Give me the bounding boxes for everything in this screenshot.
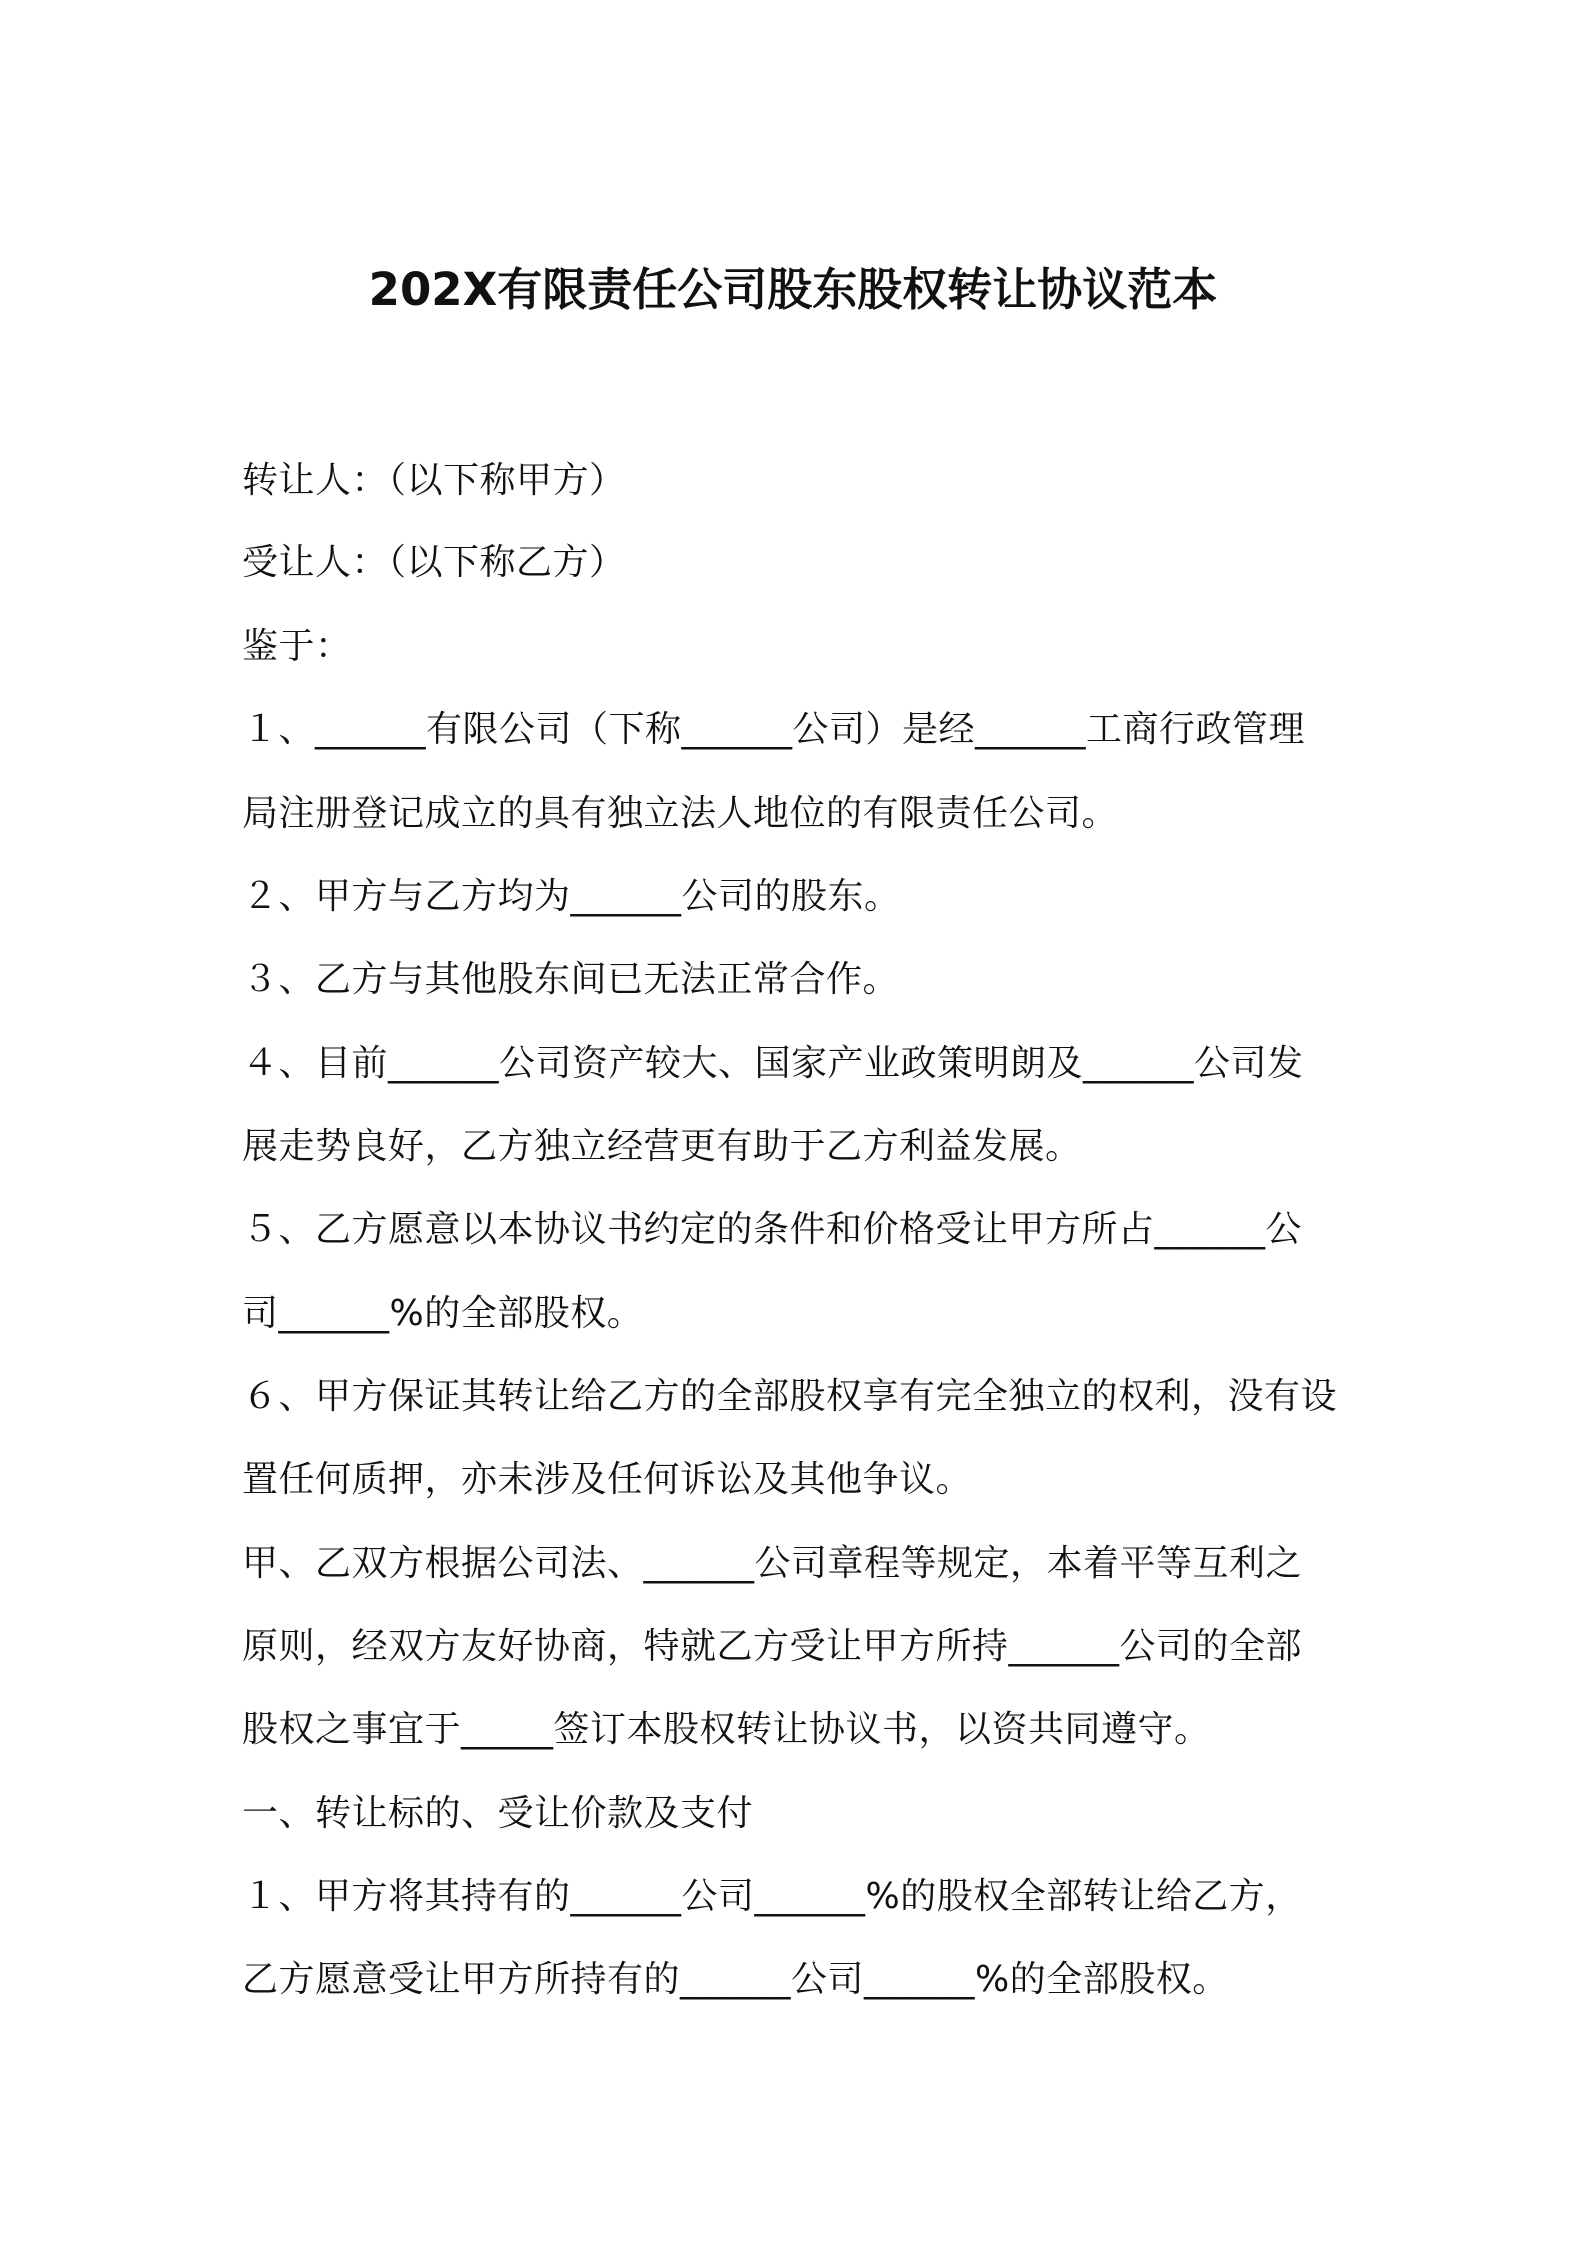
- paragraph-line: ５、乙方愿意以本协议书约定的条件和价格受让甲方所占______公: [242, 1209, 1303, 1250]
- transferor-line: 转让人：（以下称甲方）: [242, 460, 626, 501]
- paragraph-line: ６、甲方保证其转让给乙方的全部股权享有完全独立的权利，没有设: [242, 1376, 1338, 1417]
- paragraph-line: ４、目前______公司资产较大、国家产业政策明朗及______公司发: [242, 1043, 1304, 1084]
- document-title: 202X有限责任公司股东股权转让协议范本: [368, 263, 1218, 316]
- paragraph-line: １、甲方将其持有的______公司______%的股权全部转让给乙方，: [242, 1876, 1302, 1917]
- paragraph-line: 乙方愿意受让甲方所持有的______公司______%的全部股权。: [242, 1959, 1229, 2000]
- paragraph-line: 局注册登记成立的具有独立法人地位的有限责任公司。: [242, 793, 1119, 834]
- paragraph-line: ２、甲方与乙方均为______公司的股东。: [242, 876, 901, 917]
- paragraph-line: 置任何质押，亦未涉及任何诉讼及其他争议。: [242, 1459, 973, 1500]
- paragraph-line: １、______有限公司（下称______公司）是经______工商行政管理: [242, 709, 1306, 750]
- whereas-heading: 鉴于：: [242, 626, 352, 667]
- paragraph-line: 股权之事宜于_____签订本股权转让协议书，以资共同遵守。: [242, 1709, 1211, 1750]
- transferee-line: 受让人：（以下称乙方）: [242, 542, 626, 583]
- paragraph-line: 甲、乙双方根据公司法、______公司章程等规定，本着平等互利之: [242, 1543, 1303, 1584]
- paragraph-line: 展走势良好，乙方独立经营更有助于乙方利益发展。: [242, 1126, 1082, 1167]
- paragraph-line: 司______%的全部股权。: [242, 1293, 644, 1334]
- section-heading: 一、转让标的、受让价款及支付: [242, 1793, 754, 1834]
- paragraph-line: ３、乙方与其他股东间已无法正常合作。: [242, 959, 900, 1000]
- paragraph-line: 原则，经双方友好协商，特就乙方受让甲方所持______公司的全部: [242, 1626, 1303, 1667]
